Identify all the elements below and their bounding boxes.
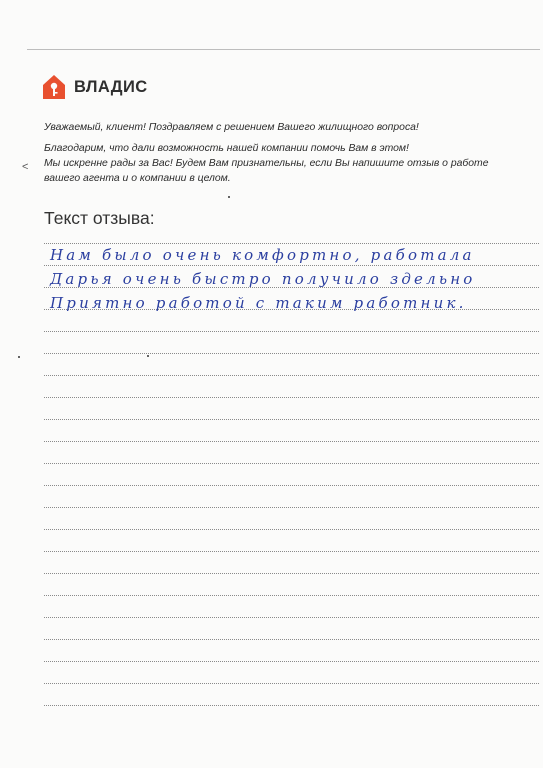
handwritten-review-line: Дарья очень быстро получило здельно [50, 270, 476, 288]
review-heading: Текст отзыва: [44, 208, 155, 228]
writing-line [44, 265, 539, 266]
writing-line [44, 397, 539, 398]
writing-line [44, 683, 539, 684]
margin-mark: < [22, 161, 29, 173]
scan-speck [18, 356, 20, 358]
writing-lines [44, 0, 539, 768]
brand-name: ВЛАДИС [74, 77, 148, 96]
writing-line [44, 529, 539, 530]
handwritten-review-line: Приятно работой с таким работник. [50, 294, 467, 312]
writing-line [44, 639, 539, 640]
greeting-text: Уважаемый, клиент! Поздравляем с решением Вашего жилищного вопроса! [44, 122, 419, 133]
scan-speck [228, 196, 230, 198]
writing-line [44, 353, 539, 354]
writing-line [44, 463, 539, 464]
writing-line [44, 485, 539, 486]
writing-line [44, 419, 539, 420]
request-text-continued: вашего агента и о компании в целом. [44, 173, 231, 184]
scan-speck [147, 355, 149, 357]
writing-line [44, 595, 539, 596]
handwritten-review-line: Нам было очень комфортно, работала [50, 246, 475, 264]
writing-line [44, 705, 539, 706]
writing-line [44, 243, 539, 244]
writing-line [44, 661, 539, 662]
thanks-text: Благодарим, что дали возможность нашей компании помочь Вам в этом! [44, 143, 409, 154]
writing-line [44, 551, 539, 552]
request-text: Мы искренне рады за Вас! Будем Вам признательны, если Вы напишите отзыв о работе [44, 158, 489, 169]
writing-line [44, 507, 539, 508]
writing-line [44, 441, 539, 442]
writing-line [44, 573, 539, 574]
writing-line [44, 617, 539, 618]
writing-line [44, 331, 539, 332]
writing-line [44, 375, 539, 376]
